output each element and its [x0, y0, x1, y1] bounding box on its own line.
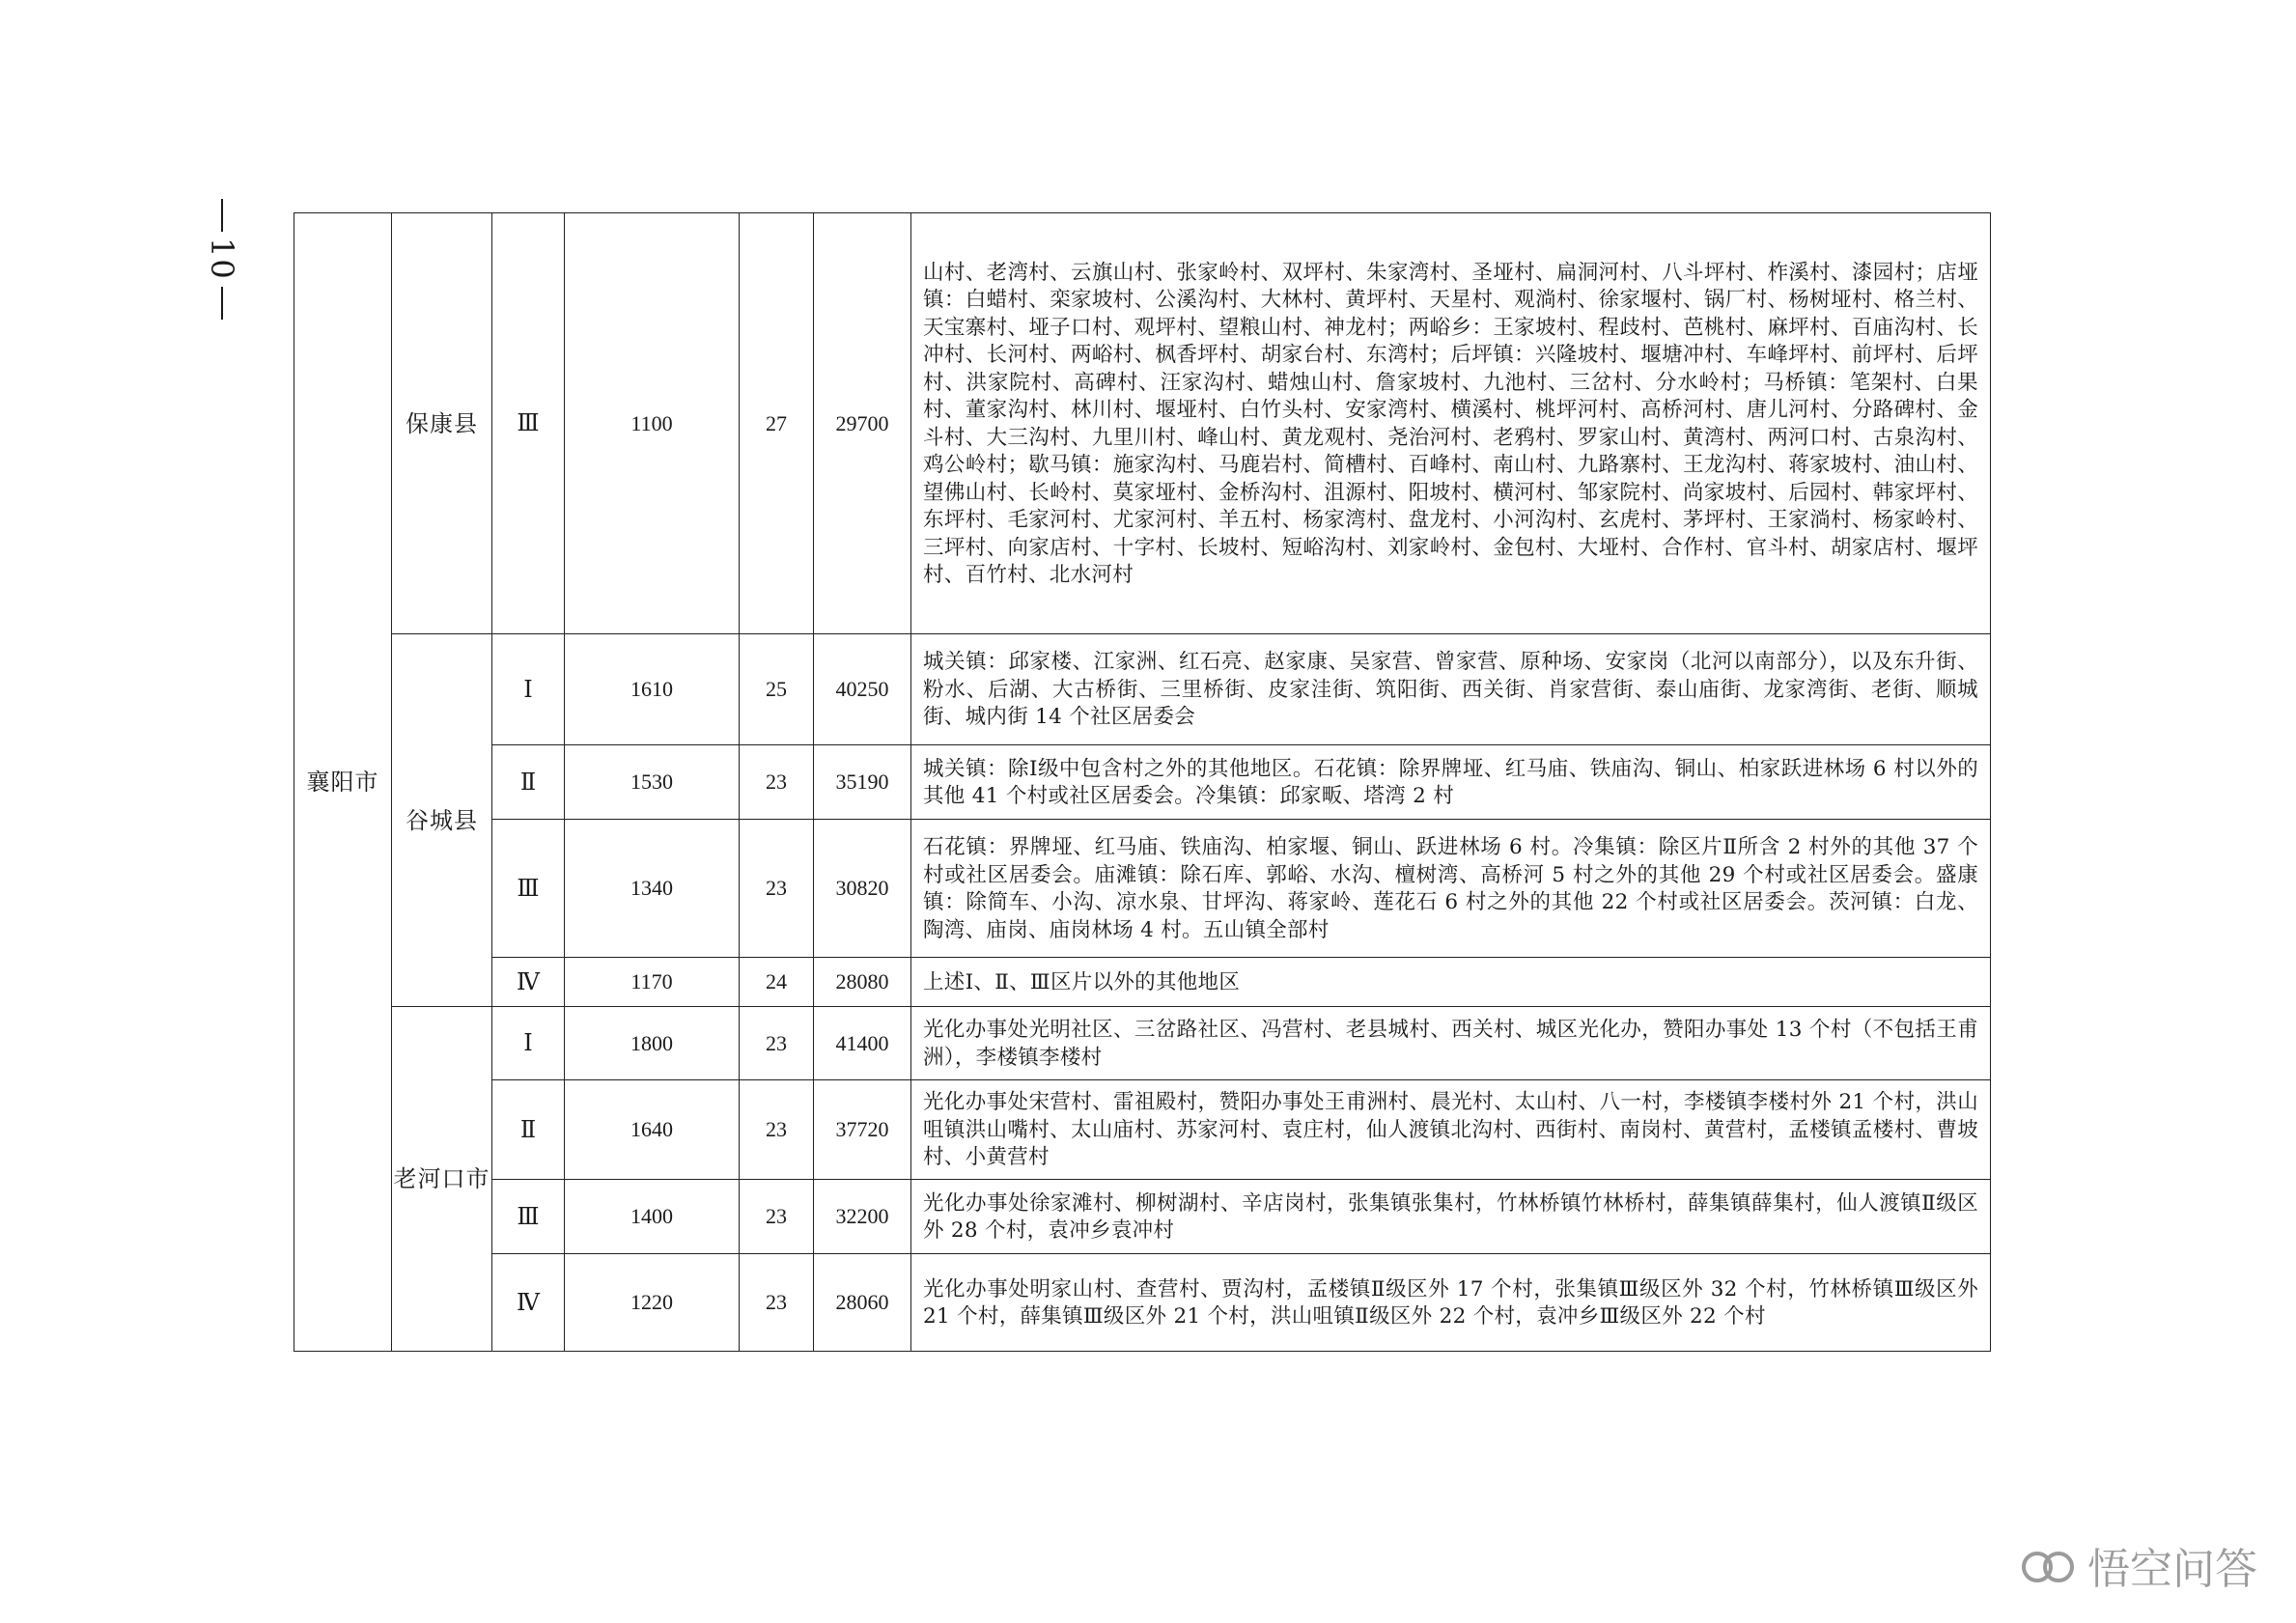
value-cell: 40250 — [814, 634, 911, 745]
table-row — [294, 1080, 1991, 1180]
area-description-cell: 光化办事处明家山村、查营村、贾沟村，孟楼镇Ⅱ级区外 17 个村，张集镇Ⅲ级区外 32 个村，竹林桥镇Ⅲ级区外 21 个村，薛集镇Ⅲ级区外 21 个村，洪山咀镇Ⅱ级区外 22 个村，袁冲乡Ⅲ级区外 22 个村 — [911, 1254, 1991, 1352]
grade-cell: Ⅰ — [492, 1007, 565, 1080]
value-cell: 35190 — [814, 745, 911, 820]
grade-cell: Ⅳ — [492, 958, 565, 1007]
grade-cell: Ⅱ — [492, 1080, 565, 1180]
value-cell: 1100 — [565, 213, 740, 634]
value-cell: 1640 — [565, 1080, 740, 1180]
value-cell: 30820 — [814, 820, 911, 958]
page-number-dash-bottom — [221, 287, 223, 320]
value-cell: 27 — [740, 213, 814, 634]
table-row — [294, 958, 1991, 1007]
value-cell: 41400 — [814, 1007, 911, 1080]
value-cell: 23 — [740, 820, 814, 958]
value-cell: 37720 — [814, 1080, 911, 1180]
value-cell: 23 — [740, 1254, 814, 1352]
grade-cell: Ⅲ — [492, 1180, 565, 1254]
land-compensation-table — [294, 212, 1991, 1352]
value-cell: 23 — [740, 1080, 814, 1180]
table-row — [294, 820, 1991, 958]
area-description-cell: 光化办事处宋营村、雷祖殿村，赞阳办事处王甫洲村、晨光村、太山村、八一村，李楼镇李楼村外 21 个村，洪山咀镇洪山嘴村、太山庙村、苏家河村、袁庄村，仙人渡镇北沟村、西街村、南岗村、黄营村，孟楼镇孟楼村、曹坡村、小黄营村 — [911, 1080, 1991, 1180]
table-row — [294, 634, 1991, 745]
value-cell: 1340 — [565, 820, 740, 958]
table-row — [294, 1180, 1991, 1254]
value-cell: 1610 — [565, 634, 740, 745]
value-cell: 29700 — [814, 213, 911, 634]
value-cell: 23 — [740, 1007, 814, 1080]
grade-cell: Ⅲ — [492, 820, 565, 958]
table-row — [294, 213, 1991, 634]
value-cell: 1530 — [565, 745, 740, 820]
area-description-cell: 石花镇：界牌垭、红马庙、铁庙沟、柏家堰、铜山、跃进林场 6 村。冷集镇：除区片Ⅱ所含 2 村外的其他 37 个村或社区居委会。庙滩镇：除石库、郭峪、水沟、檀树湾、高桥河 5 村之外的其他 29 个村或社区居委会。盛康镇：除简车、小沟、凉水泉、甘坪沟、蒋家岭、莲花石 6 村之外的其他 22 个村或社区居委会。茨河镇：白龙、陶湾、庙岗、庙岗林场 4 村。五山镇全部村 — [911, 820, 1991, 958]
county-cell: 保康县 — [392, 213, 492, 634]
value-cell: 28060 — [814, 1254, 911, 1352]
area-description-cell: 光化办事处光明社区、三岔路社区、冯营村、老县城村、西关村、城区光化办，赞阳办事处 13 个村（不包括王甫洲），李楼镇李楼村 — [911, 1007, 1991, 1080]
watermark-text: 悟空问答 — [2087, 1545, 2257, 1594]
area-description-cell: 山村、老湾村、云旗山村、张家岭村、双坪村、朱家湾村、圣垭村、扁洞河村、八斗坪村、柞溪村、漆园村；店垭镇：白蜡村、栾家坡村、公溪沟村、大林村、黄坪村、天星村、观淌村、徐家堰村、锅厂村、杨树垭村、格兰村、天宝寨村、垭子口村、观坪村、望粮山村、神龙村；两峪乡：王家坡村、程歧村、芭桃村、麻坪村、百庙沟村、长冲村、长河村、两峪村、枫香坪村、胡家台村、东湾村；后坪镇：兴隆坡村、堰塘冲村、车峰坪村、前坪村、后坪村、洪家院村、高碑村、汪家沟村、蜡烛山村、詹家坡村、九池村、三岔村、分水岭村；马桥镇：笔架村、白果村、董家沟村、林川村、堰垭村、白竹头村、安家湾村、横溪村、桃坪河村、高桥河村、唐儿河村、分路碑村、金斗村、大三沟村、九里川村、峰山村、黄龙观村、尧治河村、老鸦村、罗家山村、黄湾村、两河口村、古泉沟村、鸡公岭村；歇马镇：施家沟村、马鹿岩村、简槽村、百峰村、南山村、九路寨村、王龙沟村、蒋家坡村、油山村、望佛山村、长岭村、莫家垭村、金桥沟村、沮源村、阳坡村、横河村、邹家院村、尚家坡村、后园村、韩家坪村、东坪村、毛家河村、尤家河村、羊五村、杨家湾村、盘龙村、小河沟村、玄虎村、茅坪村、王家淌村、杨家岭村、三坪村、向家店村、十字村、长坡村、短峪沟村、刘家岭村、金包村、大垭村、合作村、官斗村、胡家店村、堰坪村、百竹村、北水河村 — [911, 213, 1991, 634]
area-description-cell: 城关镇：邱家楼、江家洲、红石亮、赵家康、吴家营、曾家营、原种场、安家岗（北河以南部分），以及东升街、粉水、后湖、大古桥街、三里桥街、皮家洼街、筑阳街、西关街、肖家营街、泰山庙街、龙家湾街、老街、顺城街、城内街 14 个社区居委会 — [911, 634, 1991, 745]
page-number — [203, 193, 241, 396]
table-row — [294, 745, 1991, 820]
area-description-cell: 城关镇：除Ⅰ级中包含村之外的其他地区。石花镇：除界牌垭、红马庙、铁庙沟、铜山、柏家跃进林场 6 村以外的其他 41 个村或社区居委会。冷集镇：邱家畈、塔湾 2 村 — [911, 745, 1991, 820]
county-cell: 老河口市 — [392, 1007, 492, 1352]
grade-cell: Ⅱ — [492, 745, 565, 820]
value-cell: 25 — [740, 634, 814, 745]
value-cell: 1400 — [565, 1180, 740, 1254]
value-cell: 1800 — [565, 1007, 740, 1080]
table-row — [294, 1007, 1991, 1080]
wukong-logo-icon — [2022, 1546, 2078, 1584]
value-cell: 24 — [740, 958, 814, 1007]
grade-cell: Ⅰ — [492, 634, 565, 745]
page-number-dash-top — [221, 199, 223, 232]
value-cell: 23 — [740, 1180, 814, 1254]
value-cell: 1220 — [565, 1254, 740, 1352]
value-cell: 23 — [740, 745, 814, 820]
county-cell: 谷城县 — [392, 634, 492, 1007]
value-cell: 28080 — [814, 958, 911, 1007]
grade-cell: Ⅲ — [492, 213, 565, 634]
area-description-cell: 上述Ⅰ、Ⅱ、Ⅲ区片以外的其他地区 — [911, 958, 1991, 1007]
value-cell: 1170 — [565, 958, 740, 1007]
grade-cell: Ⅳ — [492, 1254, 565, 1352]
value-cell: 32200 — [814, 1180, 911, 1254]
page-number-text: 10 — [204, 238, 240, 281]
area-description-cell: 光化办事处徐家滩村、柳树湖村、辛店岗村，张集镇张集村，竹林桥镇竹林桥村，薛集镇薛集村，仙人渡镇Ⅱ级区外 28 个村，袁冲乡袁冲村 — [911, 1180, 1991, 1254]
city-cell: 襄阳市 — [294, 213, 392, 1352]
watermark — [2022, 1534, 2257, 1596]
table-row — [294, 1254, 1991, 1352]
